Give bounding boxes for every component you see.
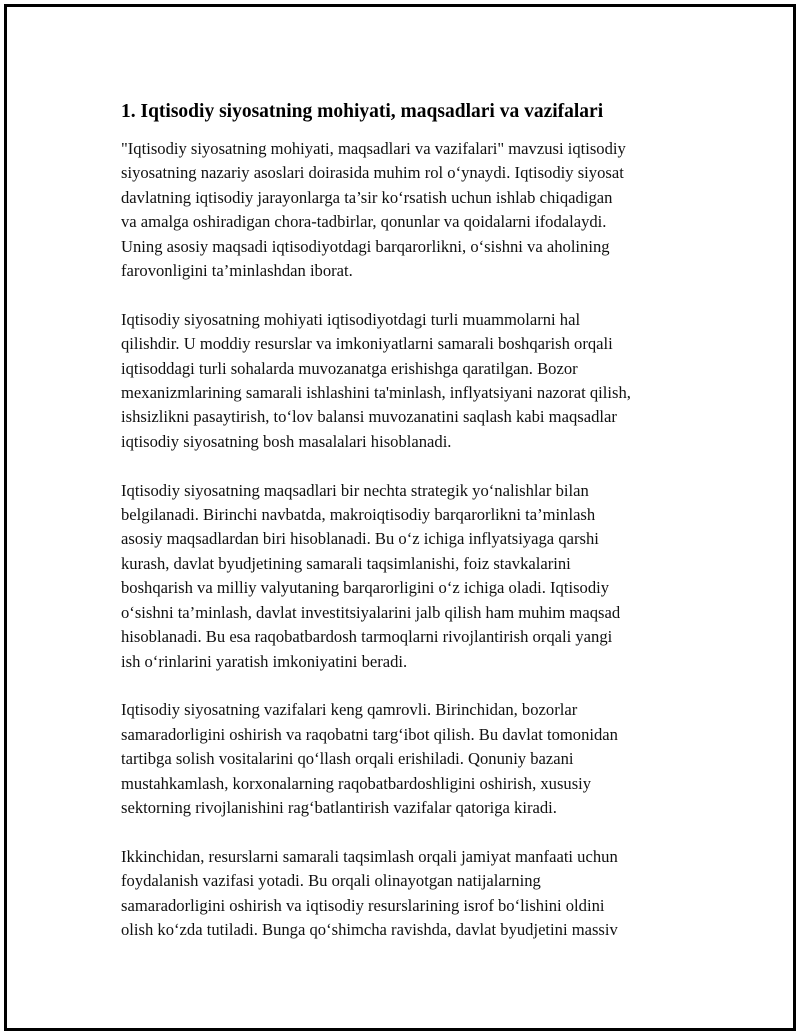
paragraph-1: "Iqtisodiy siyosatning mohiyati, maqsadlari va vazifalari" mavzusi iqtisodiy siyosatning nazariy asoslari doirasida muhim rol o‘ynaydi. Iqtisodiy siyosat davlatning iqtisodiy jarayonlarga ta’sir ko‘rsatish uchun ishlab chiqadigan va amalga oshiradigan chora-tadbirlar, qonunlar va qoidalarni ifodalaydi. Uning asosiy maqsadi iqtisodiyotdagi barqarorlikni, o‘sishni va aholining farovonligini ta’minlashdan iborat. (121, 139, 626, 281)
page-frame (4, 4, 796, 1031)
paragraph-2: Iqtisodiy siyosatning mohiyati iqtisodiyotdagi turli muammolarni hal qilishdir. U moddiy resurslar va imkoniyatlarni samarali boshqarish orqali iqtisoddagi turli sohalarda muvozanatga erishishga qaratilgan. Bozor mexanizmlarining samarali ishlashini ta'minlash, inflyatsiyani nazorat qilish, ishsizlikni pasaytirish, to‘lov balansi muvozanatini saqlash kabi maqsadlar iqtisodiy siyosatning bosh masalalari hisoblanadi. (121, 309, 631, 451)
document-body (121, 99, 701, 967)
section-heading: 1. Iqtisodiy siyosatning mohiyati, maqsadlari va vazifalari (121, 101, 604, 122)
paragraph-3: Iqtisodiy siyosatning maqsadlari bir nechta strategik yo‘nalishlar bilan belgilanadi. Birinchi navbatda, makroiqtisodiy barqarorlikni ta’minlash asosiy maqsadlardan biri hisoblanadi. Bu o‘z ichiga inflyatsiyaga qarshi kurash, davlat byudjetining samarali taqsimlanishi, foiz stavkalarini boshqarish va milliy valyutaning barqarorligini o‘z ichiga oladi. Iqtisodiy o‘sishni ta’minlash, davlat investitsiyalarini jalb qilish ham muhim maqsad hisoblanadi. Bu esa raqobatbardosh tarmoqlarni rivojlantirish orqali yangi ish o‘rinlarini yaratish imkoniyatini beradi. (121, 480, 621, 671)
paragraph-4: Iqtisodiy siyosatning vazifalari keng qamrovli. Birinchidan, bozorlar samaradorligini oshirish va raqobatni targ‘ibot qilish. Bu davlat tomonidan tartibga solish vositalarini qo‘llash orqali erishiladi. Qonuniy bazani mustahkamlash, korxonalarning raqobatbardoshligini oshirish, xususiy sektorning rivojlanishini rag‘batlantirish vazifalar qatoriga kiradi. (121, 700, 618, 817)
paragraph-5: Ikkinchidan, resurslarni samarali taqsimlash orqali jamiyat manfaati uchun foydalanish vazifasi yotadi. Bu orqali olinayotgan natijalarning samaradorligini oshirish va iqtisodiy resurslarining isrof bo‘lishini oldini olish ko‘zda tutiladi. Bunga qo‘shimcha ravishda, davlat byudjetini massiv (121, 846, 618, 939)
